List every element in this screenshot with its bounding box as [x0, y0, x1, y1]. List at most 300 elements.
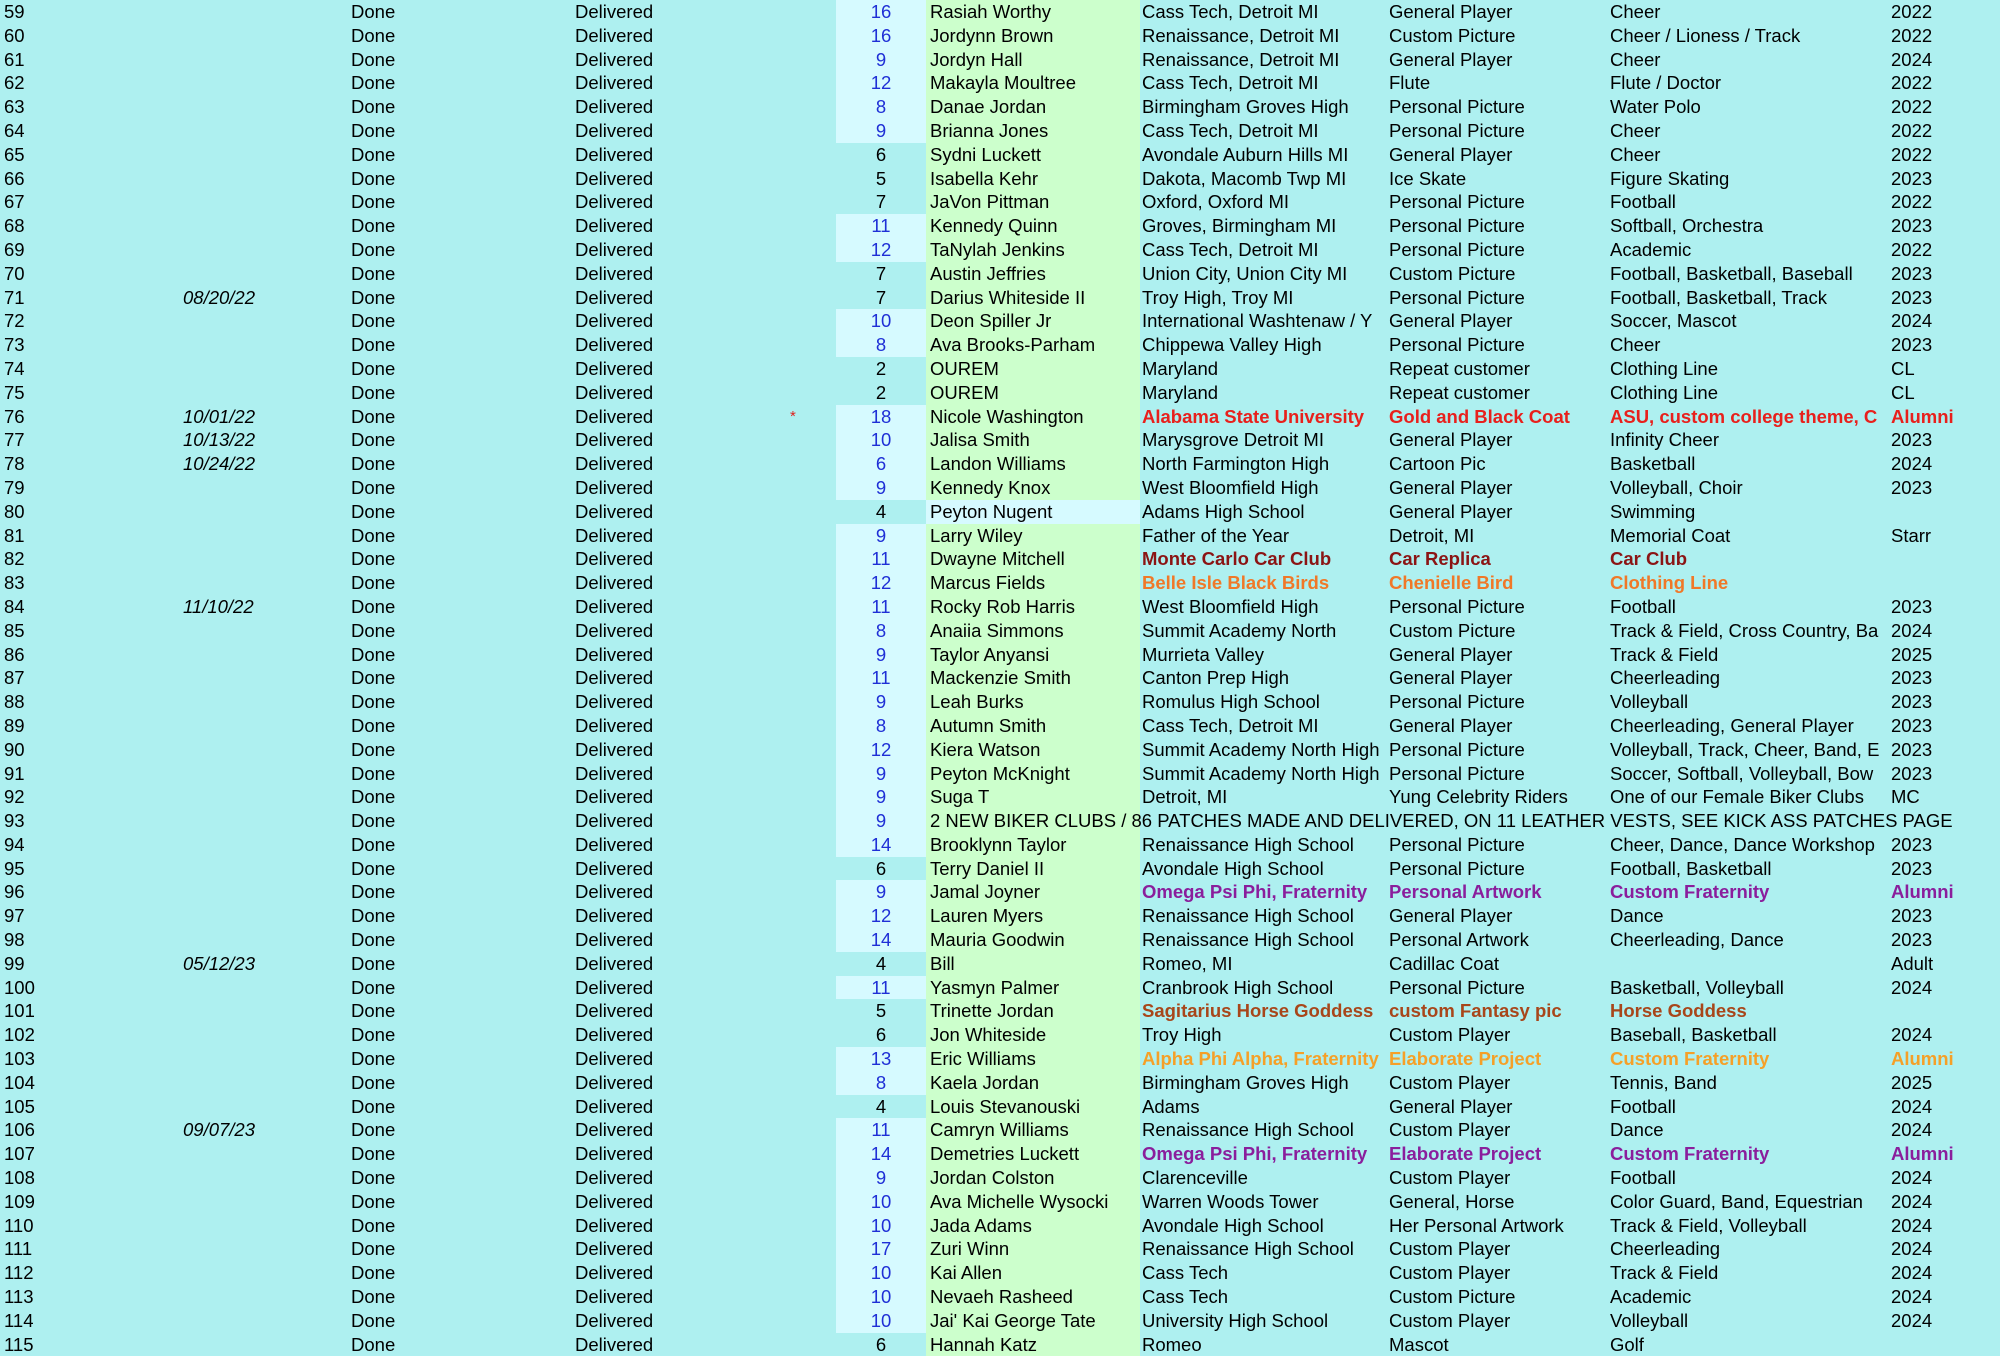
- type-cell[interactable]: General Player: [1389, 429, 1513, 451]
- year-cell[interactable]: 2023: [1891, 762, 1933, 784]
- status-cell[interactable]: Done: [351, 976, 396, 998]
- row-number-cell[interactable]: 112: [4, 1262, 34, 1284]
- type-cell[interactable]: Custom Picture: [1389, 24, 1516, 46]
- status-cell[interactable]: Done: [351, 643, 396, 665]
- type-cell[interactable]: Personal Picture: [1389, 762, 1525, 784]
- date-cell[interactable]: [183, 547, 333, 571]
- date-cell[interactable]: [183, 857, 333, 881]
- school-cell[interactable]: University High School: [1142, 1309, 1329, 1331]
- activity-cell[interactable]: Volleyball: [1610, 1309, 1689, 1331]
- row-number-cell[interactable]: 114: [4, 1309, 34, 1331]
- note-marker-cell[interactable]: [790, 95, 820, 119]
- name-cell[interactable]: Taylor Anyansi: [926, 643, 1140, 667]
- school-cell[interactable]: Renaissance, Detroit MI: [1142, 24, 1340, 46]
- note-marker-cell[interactable]: [790, 738, 820, 762]
- delivery-cell[interactable]: Delivered: [575, 1095, 654, 1117]
- count-cell[interactable]: 10: [836, 1214, 926, 1238]
- year-cell[interactable]: 2023: [1891, 262, 1933, 284]
- date-cell[interactable]: [183, 1333, 333, 1356]
- status-cell[interactable]: Done: [351, 1286, 396, 1308]
- name-cell[interactable]: Jordan Colston: [926, 1166, 1140, 1190]
- delivery-cell[interactable]: Delivered: [575, 691, 654, 713]
- note-marker-cell[interactable]: [790, 48, 820, 72]
- activity-cell[interactable]: Golf: [1610, 1333, 1644, 1355]
- year-cell[interactable]: Alumni: [1891, 881, 1954, 903]
- year-cell[interactable]: 2024: [1891, 1190, 1933, 1212]
- delivery-cell[interactable]: Delivered: [575, 1238, 654, 1260]
- delivery-cell[interactable]: Delivered: [575, 1333, 654, 1355]
- note-marker-cell[interactable]: [790, 1333, 820, 1356]
- date-cell[interactable]: [183, 976, 333, 1000]
- note-marker-cell[interactable]: [790, 1237, 820, 1261]
- row-number-cell[interactable]: 86: [4, 643, 25, 665]
- type-cell[interactable]: Custom Player: [1389, 1024, 1511, 1046]
- school-cell[interactable]: Romeo: [1142, 1333, 1202, 1355]
- row-number-cell[interactable]: 95: [4, 857, 25, 879]
- delivery-cell[interactable]: Delivered: [575, 738, 654, 760]
- activity-cell[interactable]: Baseball, Basketball: [1610, 1024, 1777, 1046]
- date-cell[interactable]: 05/12/23: [183, 952, 256, 974]
- activity-cell[interactable]: Soccer, Mascot: [1610, 310, 1737, 332]
- count-cell[interactable]: 13: [836, 1047, 926, 1071]
- count-cell[interactable]: 6: [836, 452, 926, 476]
- count-cell[interactable]: 6: [875, 857, 887, 879]
- count-cell[interactable]: 9: [836, 690, 926, 714]
- type-cell[interactable]: Custom Picture: [1389, 619, 1516, 641]
- delivery-cell[interactable]: Delivered: [575, 1286, 654, 1308]
- date-cell[interactable]: [183, 809, 333, 833]
- status-cell[interactable]: Done: [351, 572, 396, 594]
- count-cell[interactable]: 17: [836, 1237, 926, 1261]
- count-cell[interactable]: 11: [836, 547, 926, 571]
- type-cell[interactable]: Custom Player: [1389, 1071, 1511, 1093]
- delivery-cell[interactable]: Delivered: [575, 1, 654, 22]
- type-cell[interactable]: Elaborate Project: [1389, 1143, 1542, 1165]
- date-cell[interactable]: [183, 214, 333, 238]
- school-cell[interactable]: Adams: [1142, 1095, 1200, 1117]
- delivery-cell[interactable]: Delivered: [575, 1309, 654, 1331]
- count-cell[interactable]: 16: [836, 0, 926, 24]
- date-cell[interactable]: [183, 1142, 333, 1166]
- school-cell[interactable]: Renaissance High School: [1142, 1238, 1354, 1260]
- row-number-cell[interactable]: 73: [4, 334, 25, 356]
- year-cell[interactable]: 2022: [1891, 119, 1933, 141]
- row-number-cell[interactable]: 93: [4, 810, 25, 832]
- school-cell[interactable]: International Washtenaw / Y: [1142, 310, 1373, 332]
- type-cell[interactable]: General Player: [1389, 310, 1513, 332]
- count-cell[interactable]: 8: [836, 714, 926, 738]
- note-marker-cell[interactable]: [790, 857, 820, 881]
- activity-cell[interactable]: Dance: [1610, 905, 1664, 927]
- date-cell[interactable]: [183, 357, 333, 381]
- note-marker-cell[interactable]: [790, 785, 820, 809]
- count-cell[interactable]: 6: [875, 143, 887, 165]
- name-cell[interactable]: JaVon Pittman: [926, 190, 1140, 214]
- activity-cell[interactable]: Football: [1610, 595, 1676, 617]
- name-cell[interactable]: Larry Wiley: [926, 524, 1140, 548]
- row-number-cell[interactable]: 71: [4, 286, 25, 308]
- type-cell[interactable]: General Player: [1389, 143, 1513, 165]
- status-cell[interactable]: Done: [351, 1309, 396, 1331]
- row-number-cell[interactable]: 97: [4, 905, 25, 927]
- note-marker-cell[interactable]: [790, 666, 820, 690]
- note-marker-cell[interactable]: [790, 357, 820, 381]
- activity-cell[interactable]: One of our Female Biker Clubs: [1610, 786, 1864, 808]
- type-cell[interactable]: General Player: [1389, 1095, 1513, 1117]
- note-marker-cell[interactable]: [790, 381, 820, 405]
- year-cell[interactable]: [1891, 547, 2000, 571]
- name-cell[interactable]: Sydni Luckett: [926, 143, 1140, 167]
- name-cell[interactable]: Eric Williams: [926, 1047, 1140, 1071]
- row-number-cell[interactable]: 78: [4, 453, 25, 475]
- row-number-cell[interactable]: 106: [4, 1119, 35, 1141]
- name-cell[interactable]: Nevaeh Rasheed: [926, 1285, 1140, 1309]
- type-cell[interactable]: custom Fantasy pic: [1389, 1000, 1562, 1022]
- status-cell[interactable]: Done: [351, 929, 396, 951]
- delivery-cell[interactable]: Delivered: [575, 1024, 654, 1046]
- type-cell[interactable]: Personal Picture: [1389, 238, 1525, 260]
- name-cell[interactable]: Rasiah Worthy: [926, 0, 1140, 24]
- status-cell[interactable]: Done: [351, 72, 396, 94]
- name-cell[interactable]: Rocky Rob Harris: [926, 595, 1140, 619]
- type-cell[interactable]: General Player: [1389, 1, 1513, 22]
- delivery-cell[interactable]: Delivered: [575, 1048, 654, 1070]
- name-cell[interactable]: Demetries Luckett: [926, 1142, 1140, 1166]
- date-cell[interactable]: [183, 1214, 333, 1238]
- activity-cell[interactable]: Cheer: [1610, 1, 1661, 22]
- count-cell[interactable]: 4: [875, 500, 887, 522]
- name-cell[interactable]: Anaiia Simmons: [926, 619, 1140, 643]
- row-number-cell[interactable]: 66: [4, 167, 25, 189]
- name-cell[interactable]: Nicole Washington: [926, 405, 1140, 429]
- year-cell[interactable]: CL: [1891, 357, 1915, 379]
- note-marker-cell[interactable]: [790, 0, 820, 24]
- name-cell[interactable]: Peyton McKnight: [926, 762, 1140, 786]
- name-cell[interactable]: Terry Daniel II: [926, 857, 1140, 881]
- count-cell[interactable]: 9: [836, 524, 926, 548]
- school-cell[interactable]: Cass Tech, Detroit MI: [1142, 72, 1319, 94]
- note-marker-cell[interactable]: [790, 1095, 820, 1119]
- delivery-cell[interactable]: Delivered: [575, 929, 654, 951]
- name-cell[interactable]: Isabella Kehr: [926, 167, 1140, 191]
- date-cell[interactable]: [183, 0, 333, 24]
- activity-cell[interactable]: Track & Field, Cross Country, Ba: [1610, 619, 1879, 641]
- type-cell[interactable]: Personal Picture: [1389, 286, 1525, 308]
- year-cell[interactable]: 2025: [1891, 643, 1933, 665]
- status-cell[interactable]: Done: [351, 952, 396, 974]
- type-cell[interactable]: Personal Picture: [1389, 334, 1525, 356]
- type-cell[interactable]: Her Personal Artwork: [1389, 1214, 1564, 1236]
- delivery-cell[interactable]: Delivered: [575, 833, 654, 855]
- status-cell[interactable]: Done: [351, 405, 396, 427]
- school-cell[interactable]: North Farmington High: [1142, 453, 1330, 475]
- note-marker-cell[interactable]: [790, 238, 820, 262]
- row-number-cell[interactable]: 59: [4, 1, 25, 22]
- date-cell[interactable]: [183, 999, 333, 1023]
- school-cell[interactable]: Cass Tech: [1142, 1286, 1229, 1308]
- year-cell[interactable]: 2024: [1891, 48, 1933, 70]
- school-cell[interactable]: Alabama State University: [1142, 405, 1365, 427]
- year-cell[interactable]: 2023: [1891, 667, 1933, 689]
- year-cell[interactable]: 2024: [1891, 1167, 1933, 1189]
- type-cell[interactable]: Elaborate Project: [1389, 1048, 1542, 1070]
- delivery-cell[interactable]: Delivered: [575, 476, 654, 498]
- status-cell[interactable]: Done: [351, 881, 396, 903]
- note-marker-cell[interactable]: [790, 1309, 820, 1333]
- count-cell[interactable]: 9: [836, 762, 926, 786]
- count-cell[interactable]: 12: [836, 71, 926, 95]
- type-cell[interactable]: Car Replica: [1389, 548, 1491, 570]
- row-number-cell[interactable]: 67: [4, 191, 25, 213]
- count-cell[interactable]: 11: [836, 214, 926, 238]
- year-cell[interactable]: Alumni: [1891, 405, 1954, 427]
- count-cell[interactable]: 16: [836, 24, 926, 48]
- type-cell[interactable]: Personal Picture: [1389, 215, 1525, 237]
- year-cell[interactable]: 2024: [1891, 1024, 1933, 1046]
- type-cell[interactable]: Mascot: [1389, 1333, 1449, 1355]
- year-cell[interactable]: 2024: [1891, 1119, 1933, 1141]
- date-cell[interactable]: [183, 24, 333, 48]
- school-cell[interactable]: Cass Tech, Detroit MI: [1142, 119, 1319, 141]
- date-cell[interactable]: [183, 714, 333, 738]
- name-cell[interactable]: Kiera Watson: [926, 738, 1140, 762]
- status-cell[interactable]: Done: [351, 429, 396, 451]
- delivery-cell[interactable]: Delivered: [575, 119, 654, 141]
- delivery-cell[interactable]: Delivered: [575, 810, 654, 832]
- name-cell[interactable]: Makayla Moultree: [926, 71, 1140, 95]
- year-cell[interactable]: 2023: [1891, 429, 1933, 451]
- school-cell[interactable]: Dakota, Macomb Twp MI: [1142, 167, 1347, 189]
- type-cell[interactable]: Personal Picture: [1389, 857, 1525, 879]
- name-cell[interactable]: Kennedy Quinn: [926, 214, 1140, 238]
- year-cell[interactable]: 2022: [1891, 191, 1933, 213]
- note-marker-cell[interactable]: [790, 952, 820, 976]
- type-cell[interactable]: Detroit, MI: [1389, 524, 1475, 546]
- note-marker-cell[interactable]: [790, 547, 820, 571]
- row-number-cell[interactable]: 107: [4, 1143, 35, 1165]
- row-number-cell[interactable]: 70: [4, 262, 25, 284]
- count-cell[interactable]: 2: [875, 357, 887, 379]
- count-cell[interactable]: 9: [836, 476, 926, 500]
- status-cell[interactable]: Done: [351, 1238, 396, 1260]
- school-cell[interactable]: Warren Woods Tower: [1142, 1190, 1319, 1212]
- note-marker-cell[interactable]: [790, 24, 820, 48]
- name-cell[interactable]: Ava Brooks-Parham: [926, 333, 1140, 357]
- activity-cell[interactable]: Color Guard, Band, Equestrian: [1610, 1190, 1863, 1212]
- date-cell[interactable]: [183, 1237, 333, 1261]
- row-number-cell[interactable]: 76: [4, 405, 25, 427]
- note-marker-cell[interactable]: [790, 71, 820, 95]
- school-cell[interactable]: Union City, Union City MI: [1142, 262, 1348, 284]
- status-cell[interactable]: Done: [351, 1071, 396, 1093]
- activity-cell[interactable]: Football, Basketball, Track: [1610, 286, 1827, 308]
- name-cell[interactable]: Danae Jordan: [926, 95, 1140, 119]
- date-cell[interactable]: [183, 500, 333, 524]
- row-number-cell[interactable]: 84: [4, 595, 25, 617]
- count-cell[interactable]: 7: [875, 286, 887, 308]
- status-cell[interactable]: Done: [351, 738, 396, 760]
- school-cell[interactable]: Troy High, Troy MI: [1142, 286, 1294, 308]
- count-cell[interactable]: 8: [836, 619, 926, 643]
- type-cell[interactable]: Personal Artwork: [1389, 929, 1529, 951]
- name-cell[interactable]: Kaela Jordan: [926, 1071, 1140, 1095]
- row-number-cell[interactable]: 99: [4, 952, 25, 974]
- year-cell[interactable]: 2022: [1891, 1, 1933, 22]
- note-marker-cell[interactable]: [790, 809, 820, 833]
- row-number-cell[interactable]: 104: [4, 1071, 35, 1093]
- name-cell[interactable]: Dwayne Mitchell: [926, 547, 1140, 571]
- school-cell[interactable]: Birmingham Groves High: [1142, 96, 1349, 118]
- delivery-cell[interactable]: Delivered: [575, 1071, 654, 1093]
- school-cell[interactable]: Chippewa Valley High: [1142, 334, 1322, 356]
- status-cell[interactable]: Done: [351, 762, 396, 784]
- school-cell[interactable]: Omega Psi Phi, Fraternity: [1142, 881, 1368, 903]
- count-cell[interactable]: 14: [836, 928, 926, 952]
- school-cell[interactable]: Romulus High School: [1142, 691, 1320, 713]
- count-cell[interactable]: 7: [875, 262, 887, 284]
- status-cell[interactable]: Done: [351, 143, 396, 165]
- name-cell[interactable]: Autumn Smith: [926, 714, 1140, 738]
- status-cell[interactable]: Done: [351, 857, 396, 879]
- type-cell[interactable]: General, Horse: [1389, 1190, 1515, 1212]
- type-cell[interactable]: Personal Picture: [1389, 738, 1525, 760]
- delivery-cell[interactable]: Delivered: [575, 238, 654, 260]
- name-cell[interactable]: Camryn Williams: [926, 1118, 1140, 1142]
- delivery-cell[interactable]: Delivered: [575, 786, 654, 808]
- status-cell[interactable]: Done: [351, 262, 396, 284]
- type-cell[interactable]: General Player: [1389, 476, 1513, 498]
- row-number-cell[interactable]: 91: [4, 762, 25, 784]
- school-cell[interactable]: Omega Psi Phi, Fraternity: [1142, 1143, 1368, 1165]
- name-cell[interactable]: Bill: [926, 952, 1140, 976]
- school-cell[interactable]: Birmingham Groves High: [1142, 1071, 1349, 1093]
- school-cell[interactable]: Marysgrove Detroit MI: [1142, 429, 1324, 451]
- row-number-cell[interactable]: 69: [4, 238, 25, 260]
- row-number-cell[interactable]: 102: [4, 1024, 35, 1046]
- row-number-cell[interactable]: 92: [4, 786, 25, 808]
- delivery-cell[interactable]: Delivered: [575, 762, 654, 784]
- delivery-cell[interactable]: Delivered: [575, 48, 654, 70]
- year-cell[interactable]: 2022: [1891, 143, 1933, 165]
- activity-cell[interactable]: Horse Goddess: [1610, 1000, 1747, 1022]
- status-cell[interactable]: Done: [351, 453, 396, 475]
- status-cell[interactable]: Done: [351, 238, 396, 260]
- year-cell[interactable]: 2023: [1891, 929, 1933, 951]
- activity-cell[interactable]: Basketball: [1610, 453, 1696, 475]
- count-cell[interactable]: 11: [836, 666, 926, 690]
- date-cell[interactable]: [183, 238, 333, 262]
- activity-cell[interactable]: Clothing Line: [1610, 572, 1729, 594]
- school-cell[interactable]: West Bloomfield High: [1142, 476, 1319, 498]
- type-cell[interactable]: Personal Picture: [1389, 119, 1525, 141]
- count-cell[interactable]: 5: [875, 1000, 887, 1022]
- note-marker-cell[interactable]: [790, 214, 820, 238]
- delivery-cell[interactable]: Delivered: [575, 215, 654, 237]
- note-marker-cell[interactable]: [790, 119, 820, 143]
- year-cell[interactable]: 2023: [1891, 595, 1933, 617]
- type-cell[interactable]: General Player: [1389, 500, 1513, 522]
- type-cell[interactable]: Personal Picture: [1389, 976, 1525, 998]
- count-cell[interactable]: 9: [836, 880, 926, 904]
- activity-cell[interactable]: Infinity Cheer: [1610, 429, 1719, 451]
- row-number-cell[interactable]: 96: [4, 881, 25, 903]
- year-cell[interactable]: 2024: [1891, 1262, 1933, 1284]
- name-cell[interactable]: Jordynn Brown: [926, 24, 1140, 48]
- row-number-cell[interactable]: 115: [4, 1333, 34, 1355]
- name-cell[interactable]: Jon Whiteside: [926, 1023, 1140, 1047]
- activity-cell[interactable]: Soccer, Softball, Volleyball, Bow: [1610, 762, 1874, 784]
- year-cell[interactable]: 2023: [1891, 905, 1933, 927]
- delivery-cell[interactable]: Delivered: [575, 905, 654, 927]
- activity-cell[interactable]: Softball, Orchestra: [1610, 215, 1764, 237]
- delivery-cell[interactable]: Delivered: [575, 453, 654, 475]
- status-cell[interactable]: Done: [351, 476, 396, 498]
- year-cell[interactable]: 2025: [1891, 1071, 1933, 1093]
- activity-cell[interactable]: Track & Field: [1610, 643, 1719, 665]
- school-cell[interactable]: Renaissance High School: [1142, 833, 1354, 855]
- year-cell[interactable]: 2023: [1891, 833, 1933, 855]
- delivery-cell[interactable]: Delivered: [575, 572, 654, 594]
- delivery-cell[interactable]: Delivered: [575, 357, 654, 379]
- type-cell[interactable]: Cadillac Coat: [1389, 952, 1500, 974]
- type-cell[interactable]: Custom Player: [1389, 1309, 1511, 1331]
- activity-cell[interactable]: Cheerleading: [1610, 667, 1721, 689]
- school-cell[interactable]: Avondale Auburn Hills MI: [1142, 143, 1349, 165]
- year-cell[interactable]: Alumni: [1891, 1143, 1954, 1165]
- count-cell[interactable]: 10: [836, 1309, 926, 1333]
- note-marker-cell[interactable]: [790, 571, 820, 595]
- row-number-cell[interactable]: 101: [4, 1000, 35, 1022]
- row-number-cell[interactable]: 89: [4, 714, 25, 736]
- school-cell[interactable]: Renaissance High School: [1142, 1119, 1354, 1141]
- type-cell[interactable]: Personal Picture: [1389, 191, 1525, 213]
- activity-cell[interactable]: Football: [1610, 1167, 1676, 1189]
- date-cell[interactable]: 10/13/22: [183, 429, 256, 451]
- type-cell[interactable]: Cartoon Pic: [1389, 453, 1486, 475]
- delivery-cell[interactable]: Delivered: [575, 881, 654, 903]
- row-number-cell[interactable]: 77: [4, 429, 25, 451]
- date-cell[interactable]: [183, 833, 333, 857]
- count-cell[interactable]: 12: [836, 571, 926, 595]
- activity-cell[interactable]: Track & Field: [1610, 1262, 1719, 1284]
- count-cell[interactable]: 10: [836, 428, 926, 452]
- status-cell[interactable]: Done: [351, 1119, 396, 1141]
- count-cell[interactable]: 9: [836, 785, 926, 809]
- delivery-cell[interactable]: Delivered: [575, 334, 654, 356]
- count-cell[interactable]: 12: [836, 904, 926, 928]
- count-cell[interactable]: 9: [836, 119, 926, 143]
- delivery-cell[interactable]: Delivered: [575, 1119, 654, 1141]
- row-number-cell[interactable]: 103: [4, 1048, 35, 1070]
- date-cell[interactable]: 08/20/22: [183, 286, 256, 308]
- count-cell[interactable]: 11: [836, 1118, 926, 1142]
- note-marker-cell[interactable]: [790, 928, 820, 952]
- date-cell[interactable]: [183, 738, 333, 762]
- note-marker-cell[interactable]: [790, 1047, 820, 1071]
- delivery-cell[interactable]: Delivered: [575, 310, 654, 332]
- type-cell[interactable]: Yung Celebrity Riders: [1389, 786, 1568, 808]
- activity-cell[interactable]: Tennis, Band: [1610, 1071, 1717, 1093]
- delivery-cell[interactable]: Delivered: [575, 595, 654, 617]
- date-cell[interactable]: 09/07/23: [183, 1119, 256, 1141]
- date-cell[interactable]: [183, 1023, 333, 1047]
- status-cell[interactable]: Done: [351, 691, 396, 713]
- delivery-cell[interactable]: Delivered: [575, 1262, 654, 1284]
- name-cell[interactable]: Jalisa Smith: [926, 428, 1140, 452]
- school-cell[interactable]: Murrieta Valley: [1142, 643, 1265, 665]
- note-marker-cell[interactable]: [790, 1023, 820, 1047]
- activity-cell[interactable]: [1610, 952, 1882, 976]
